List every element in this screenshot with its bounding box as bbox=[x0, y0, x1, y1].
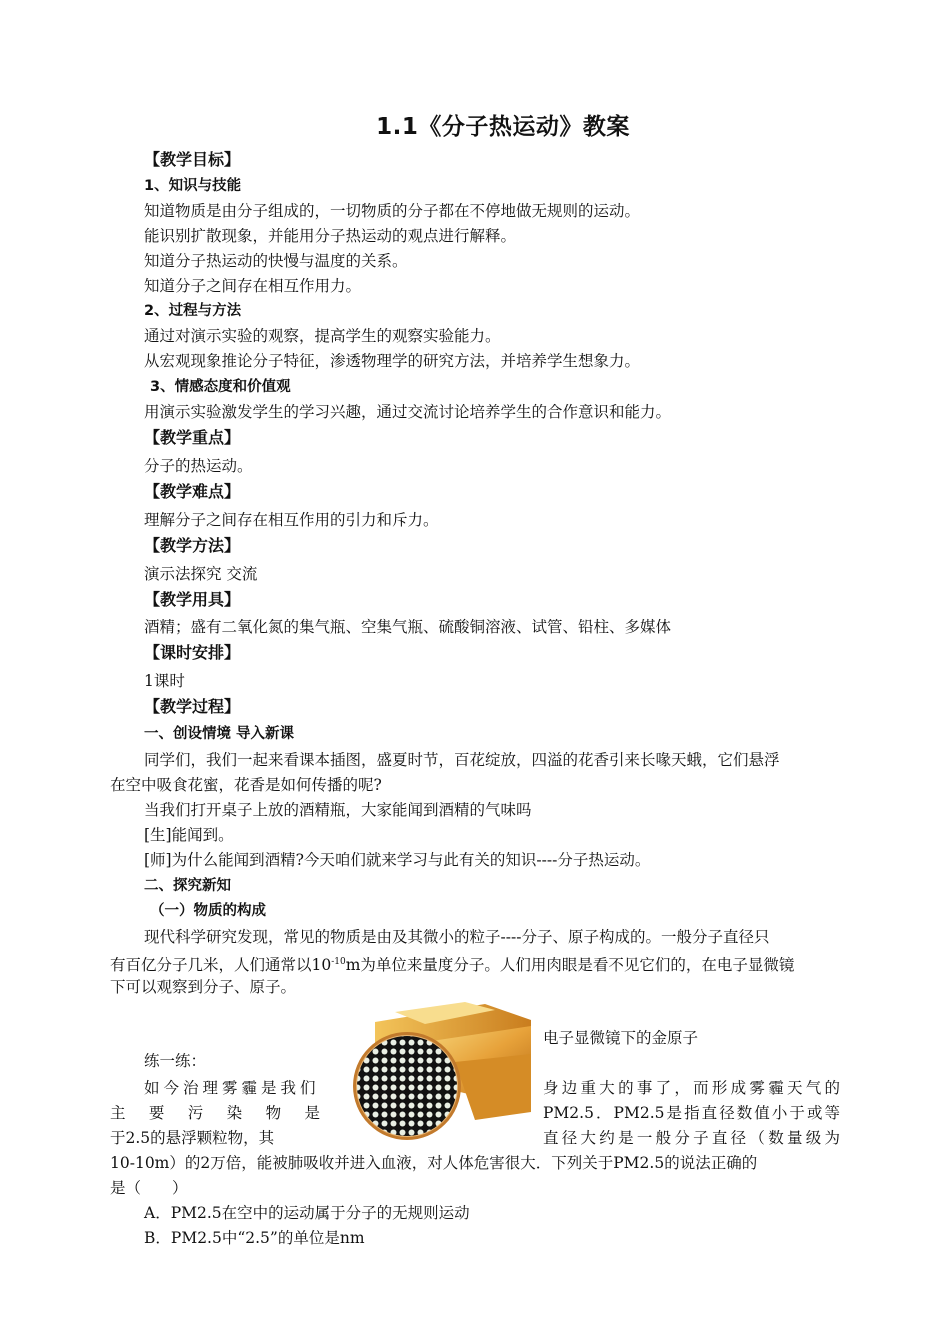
body-line: 有百亿分子几米，人们通常以$10^{-10}m$为单位来量度分子。人们用肉眼是看不见它们的，在电子显微镜 bbox=[110, 956, 795, 975]
exercise-line: 是（ ） bbox=[110, 1179, 188, 1197]
body-line: [生]能闻到。 bbox=[144, 826, 234, 844]
gold-atoms-microscope-image bbox=[335, 1002, 531, 1144]
objective-line: 用演示实验激发学生的学习兴趣，通过交流讨论培养学生的合作意识和能力。 bbox=[144, 403, 672, 421]
document-title: 1.1《分子热运动》教案 bbox=[376, 114, 630, 140]
tools-heading: 【教学用具】 bbox=[144, 590, 241, 609]
objective-line: 从宏观现象推论分子特征，渗透物理学的研究方法，并培养学生想象力。 bbox=[144, 352, 641, 370]
section-one-heading: 一、创设情境 导入新课 bbox=[144, 726, 295, 742]
exercise-line: 如今治理雾霾是我们 bbox=[144, 1079, 320, 1097]
exercise-line: 身边重大的事了，而形成雾霾天气的 bbox=[543, 1079, 840, 1097]
exercise-line: 于2.5的悬浮颗粒物，其 bbox=[110, 1129, 275, 1147]
exercise-line: 10-10m）的2万倍，能被肺吸收并进入血液，对人体危害很大．下列关于PM2.5的说法正确的 bbox=[110, 1154, 758, 1172]
figure-caption: 电子显微镜下的金原子 bbox=[543, 1029, 699, 1047]
method-heading: 【教学方法】 bbox=[144, 536, 241, 555]
objectives-heading: 【教学目标】 bbox=[144, 150, 241, 169]
tools-text: 酒精；盛有二氧化氮的集气瓶、空集气瓶、硫酸铜溶液、试管、铅柱、多媒体 bbox=[144, 618, 672, 636]
objective-line: 知道分子之间存在相互作用力。 bbox=[144, 277, 362, 295]
schedule-heading: 【课时安排】 bbox=[144, 643, 241, 662]
teaching-process-heading: 【教学过程】 bbox=[144, 697, 241, 716]
key-point-text: 分子的热运动。 bbox=[144, 457, 253, 475]
objective-line: 知道物质是由分子组成的，一切物质的分子都在不停地做无规则的运动。 bbox=[144, 202, 641, 220]
process-method-heading: 2、过程与方法 bbox=[144, 303, 242, 319]
body-line: 下可以观察到分子、原子。 bbox=[110, 978, 297, 996]
exercise-line: PM2.5．PM2.5是指直径数值小于或等 bbox=[543, 1104, 840, 1122]
option-b: B．PM2.5中“2.5”的单位是nm bbox=[144, 1229, 365, 1247]
objective-line: 能识别扩散现象，并能用分子热运动的观点进行解释。 bbox=[144, 227, 517, 245]
objective-line: 通过对演示实验的观察，提高学生的观察实验能力。 bbox=[144, 327, 501, 345]
body-line: [师]为什么能闻到酒精?今天咱们就来学习与此有关的知识----分子热运动。 bbox=[144, 851, 651, 869]
key-point-heading: 【教学重点】 bbox=[144, 428, 241, 447]
attitude-values-heading: 3、情感态度和价值观 bbox=[150, 379, 291, 395]
section-two-heading: 二、探究新知 bbox=[144, 878, 231, 894]
option-a: A．PM2.5在空中的运动属于分子的无规则运动 bbox=[144, 1204, 470, 1222]
exercise-label: 练一练： bbox=[144, 1052, 207, 1070]
method-text: 演示法探究 交流 bbox=[144, 565, 258, 583]
body-line: 在空中吸食花蜜，花香是如何传播的呢? bbox=[110, 776, 382, 794]
exercise-line: 直径大约是一般分子直径（数量级为 bbox=[543, 1129, 840, 1147]
schedule-text: 1课时 bbox=[144, 672, 185, 690]
body-line: 当我们打开桌子上放的酒精瓶，大家能闻到酒精的气味吗 bbox=[144, 801, 532, 819]
difficulty-heading: 【教学难点】 bbox=[144, 482, 241, 501]
subsection-heading: （一）物质的构成 bbox=[150, 903, 266, 919]
body-line: 现代科学研究发现，常见的物质是由及其微小的粒子----分子、原子构成的。一般分子直径只 bbox=[144, 928, 770, 946]
difficulty-text: 理解分子之间存在相互作用的引力和斥力。 bbox=[144, 511, 439, 529]
knowledge-skills-heading: 1、知识与技能 bbox=[144, 178, 242, 194]
body-line: 同学们，我们一起来看课本插图，盛夏时节，百花绽放，四溢的花香引来长喙天蛾，它们悬浮 bbox=[144, 751, 780, 769]
exercise-line: 主 要 污 染 物 是 bbox=[110, 1104, 320, 1122]
objective-line: 知道分子热运动的快慢与温度的关系。 bbox=[144, 252, 408, 270]
